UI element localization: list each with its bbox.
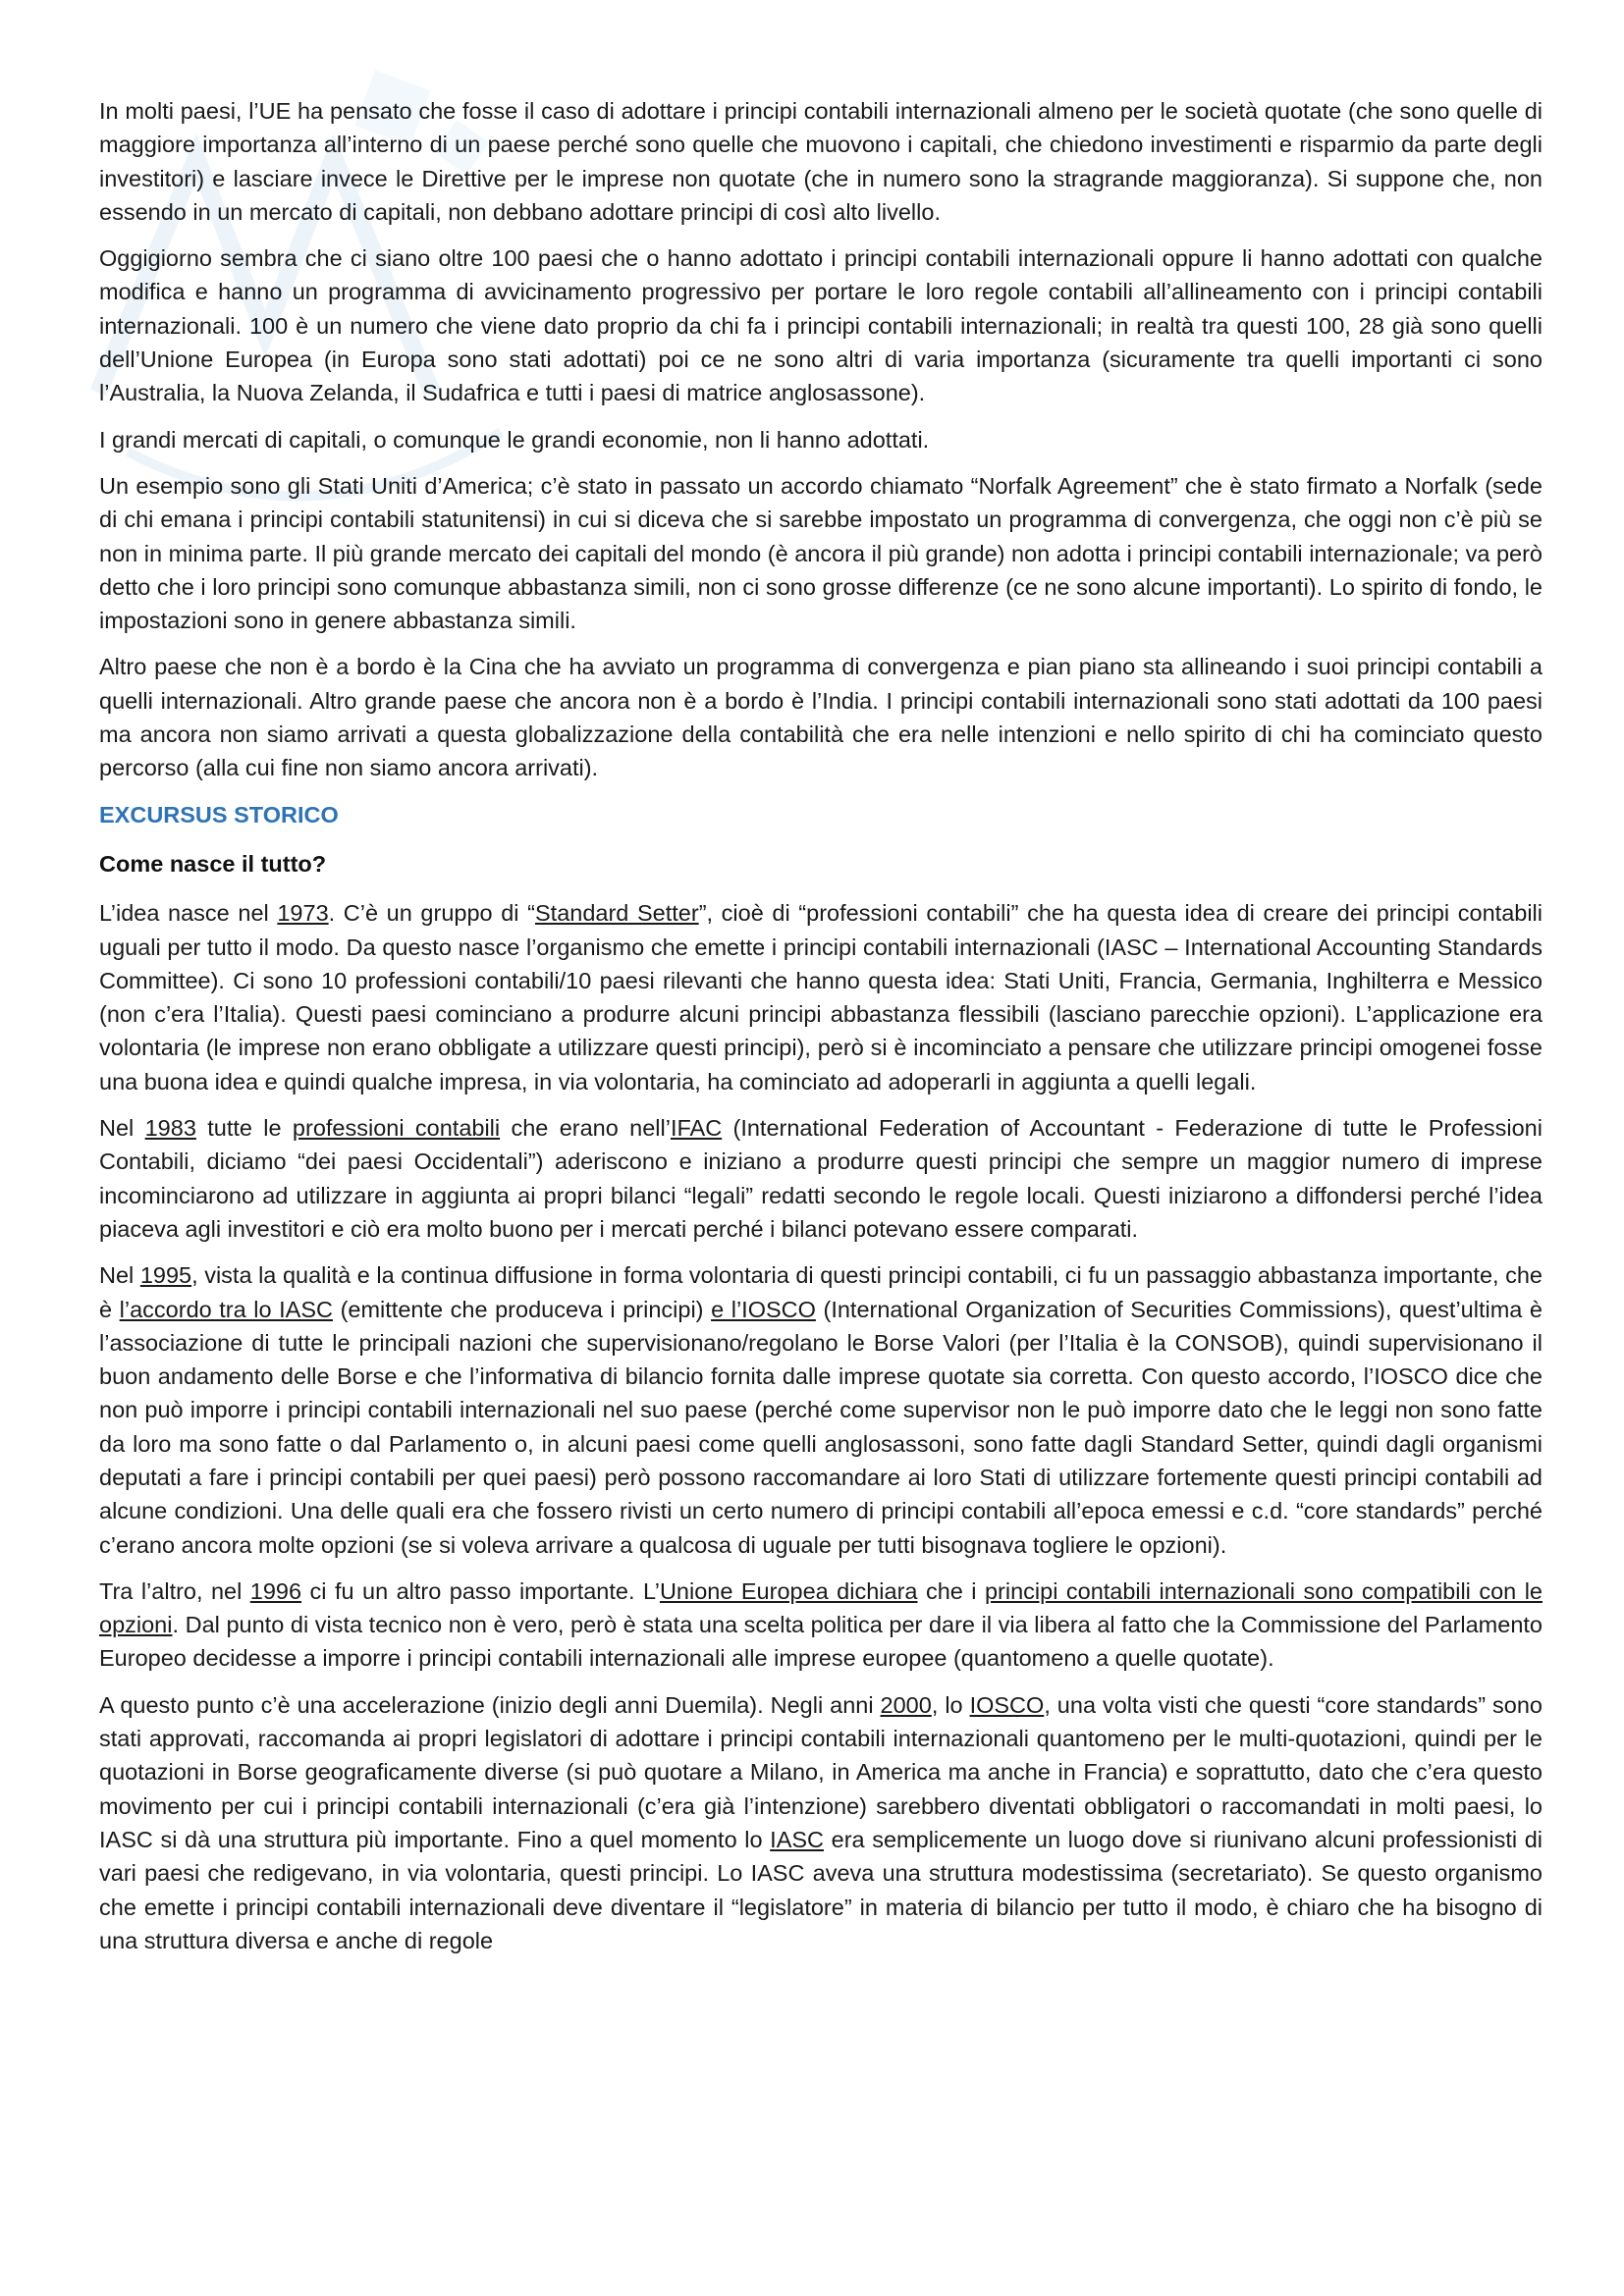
paragraph [99,1688,1543,1957]
underlined-text: IASC [770,1826,825,1852]
paragraph [99,469,1543,637]
underlined-text: 1996 [249,1577,302,1604]
text-run: I grandi mercati di capitali, o comunque le grandi economie, non li hanno adottati. [99,426,930,453]
underlined-text: principi contabili internazionali sono compatibili con le opzioni [99,1577,1543,1638]
text-run: ci fu un altro passo importante. L’ [301,1577,660,1604]
text-run: (emittente che produceva i principi) [333,1296,712,1322]
document-body [99,94,1543,1970]
paragraph [99,1258,1543,1562]
text-run: Altro paese che non è a bordo è la Cina che ha avviato un programma di convergenza e pian piano sta allineando i suoi principi contabili a quelli internazionali. Altro grande paese che ancora non è a bordo è l’India. I principi contabili internazionali sono stati adottati da 100 paesi ma ancora non siamo arrivati a questa globalizzazione della contabilità che era nelle intenzioni e nello spirito di chi ha cominciato questo percorso (alla cui fine non siamo ancora arrivati). [99,654,1543,781]
text-run: che i [917,1577,985,1604]
underlined-text: e l’IOSCO [711,1296,816,1322]
paragraph [99,423,1543,456]
section-heading [99,798,1543,831]
text-run: EXCURSUS STORICO [99,801,339,828]
paragraph [99,241,1543,409]
text-run: ”, cioè di “professioni contabili” che ha questa idea di creare dei principi contabili uguali per tutto il modo. Da questo nasce l’organismo che emette i principi contabili internazionali (IASC – International Accounting Standards Committee). Ci sono 10 professioni contabili/10 paesi rilevanti che hanno questa idea: Stati Uniti, Francia, Germania, Inghilterra e Messico (non c’era l’Italia). Questi paesi cominciano a produrre alcuni principi abbastanza flessibili (lasciano parecchie opzioni). L’applicazione era volontaria (le imprese non erano obbligate a utilizzare questi principi), però si è incominciato a pensare che utilizzare principi omogenei fosse una buona idea e quindi qualche impresa, in via volontaria, ha cominciato ad adoperarli in aggiunta a quelli legali. [99,900,1543,1095]
text-run: Come nasce il tutto? [99,850,327,877]
text-run: (International Federation of Accountant - Federazione di tutte le Professioni Contabili, diciamo “dei paesi Occidentali”) aderiscono e iniziano a produrre questi principi che sempre un maggior numero di imprese incominciarono ad utilizzare in aggiunta ai propri bilanci “legali” redatti secondo le regole locali. Questi iniziarono a diffondersi perché l’idea piaceva agli investitori e ciò era molto buono per i mercati perché i bilanci potevano essere comparati. [99,1115,1543,1242]
text-run: , una volta visti che questi “core standards” sono stati approvati, raccomanda ai propri legislatori di adottare i principi contabili internazionali quantomeno per le multi-quotazioni, quindi per le quotazioni in Borse geograficamente diverse (si può quotare a Milano, in America ma anche in Francia) e soprattutto, dato che c’era questo movimento per cui i principi contabili internazionali (c’era già l’intenzione) sarebbero diventati obbligatori o raccomandati in molti paesi, lo IASC si dà una struttura più importante. Fino a quel momento lo [99,1691,1543,1852]
text-run: Un esempio sono gli Stati Uniti d’America; c’è stato in passato un accordo chiamato “Norfalk Agreement” che è stato firmato a Norfalk (sede di chi emana i principi contabili statunitensi) in cui si diceva che si sarebbe impostato un programma di convergenza, che oggi non c’è più se non in minima parte. Il più grande mercato dei capitali del mondo (è ancora il più grande) non adotta i principi contabili internazionale; va però detto che i loro principi sono comunque abbastanza simili, non ci sono grosse differenze (ce ne sono alcune importanti). Lo spirito di fondo, le impostazioni sono in genere abbastanza simili. [99,472,1543,634]
paragraph [99,650,1543,784]
underlined-text: 2000 [880,1691,932,1718]
underlined-text: IOSCO [969,1691,1045,1718]
underlined-text: 1983 [144,1115,196,1142]
text-run: Tra l’altro, nel [99,1577,250,1604]
text-run: Nel [99,1115,145,1142]
text-run: A questo punto c’è una accelerazione (inizio degli anni Duemila). Negli anni [99,1691,881,1718]
underlined-text: Unione Europea dichiara [659,1577,918,1604]
text-run: era semplicemente un luogo dove si riunivano alcuni professionisti di vari paesi che redigevano, in via volontaria, questi principi. Lo IASC aveva una struttura modestissima (secretariato). Se questo organismo che emette i principi contabili internazionali deve diventare il “legislatore” in materia di bilancio per tutto il modo, è chiaro che ha bisogno di una struttura diversa e anche di regole [99,1826,1543,1953]
section-subheading [99,847,1543,881]
paragraph [99,1111,1543,1246]
text-run: (International Organization of Securities Commissions), quest’ultima è l’associazione di tutte le principali nazioni che supervisionano/regolano le Borse Valori (per l’Italia è la CONSOB), quindi supervisionano il buon andamento delle Borse e che l’informativa di bilancio fornita dalle imprese quotate sia corretta. Con questo accordo, l’IOSCO dice che non può imporre i principi contabili internazionali nel suo paese (perché come supervisor non le può imporre dato che le leggi non sono fatte da loro ma sono fatte o dal Parlamento o, in alcuni paesi come quelli anglosassoni, sono fatte dagli Standard Setter, quindi dagli organismi deputati a fare i principi contabili per quei paesi) però possono raccomandare ai loro Stati di utilizzare fortemente questi principi contabili ad alcune condizioni. Una delle quali era che fossero rivisti un certo numero di principi contabili all’epoca emessi e c.d. “core standards” perché c’erano ancora molte opzioni (se si voleva arrivare a qualcosa di uguale per tutti bisognava togliere le opzioni). [99,1296,1543,1558]
paragraph [99,896,1543,1098]
underlined-text: 1995 [139,1262,192,1289]
text-run: Oggigiorno sembra che ci siano oltre 100 paesi che o hanno adottato i principi contabili internazionali oppure li hanno adottati con qualche modifica e hanno un programma di avvicinamento progressivo per portare le loro regole contabili all’allineamento con i principi contabili internazionali. 100 è un numero che viene dato proprio da chi fa i principi contabili internazionali; in realtà tra questi 100, 28 già sono quelli dell’Unione Europea (in Europa sono stati adottati) poi ce ne sono altri di varia importanza (sicuramente tra quelli importanti ci sono l’Australia, la Nuova Zelanda, il Sudafrica e tutti i paesi di matrice anglosassone). [99,245,1543,406]
text-run: . C’è un gruppo di “ [328,900,535,927]
paragraph [99,1575,1543,1676]
text-run: , lo [931,1691,970,1718]
underlined-text: l’accordo tra lo IASC [119,1296,333,1322]
underlined-text: 1973 [277,900,329,927]
underlined-text: professioni contabili [292,1115,501,1142]
text-run: , vista la qualità e la continua diffusione in forma volontaria di questi principi contabili, ci fu un passaggio abbastanza importante, che è [99,1262,1543,1322]
underlined-text: Standard Setter [534,900,699,927]
text-run: tutte le [195,1115,293,1142]
text-run: L’idea nasce nel [99,900,278,927]
text-run: Nel [99,1262,140,1289]
text-run: che erano nell’ [500,1115,671,1142]
text-run: In molti paesi, l’UE ha pensato che fosse il caso di adottare i principi contabili internazionali almeno per le società quotate (che sono quelle di maggiore importanza all’interno di un paese perché sono quelle che muovono i capitali, che chiedono investimenti e risparmio da parte degli investitori) e lasciare invece le Direttive per le imprese non quotate (che in numero sono la stragrande maggioranza). Si suppone che, non essendo in un mercato di capitali, non debbano adottare principi di così alto livello. [99,98,1543,225]
underlined-text: IFAC [670,1115,723,1142]
paragraph [99,94,1543,229]
text-run: . Dal punto di vista tecnico non è vero, però è stata una scelta politica per dare il via libera al fatto che la Commissione del Parlamento Europeo decidesse a imporre i principi contabili internazionali alle imprese europee (quantomeno a quelle quotate). [99,1612,1543,1672]
